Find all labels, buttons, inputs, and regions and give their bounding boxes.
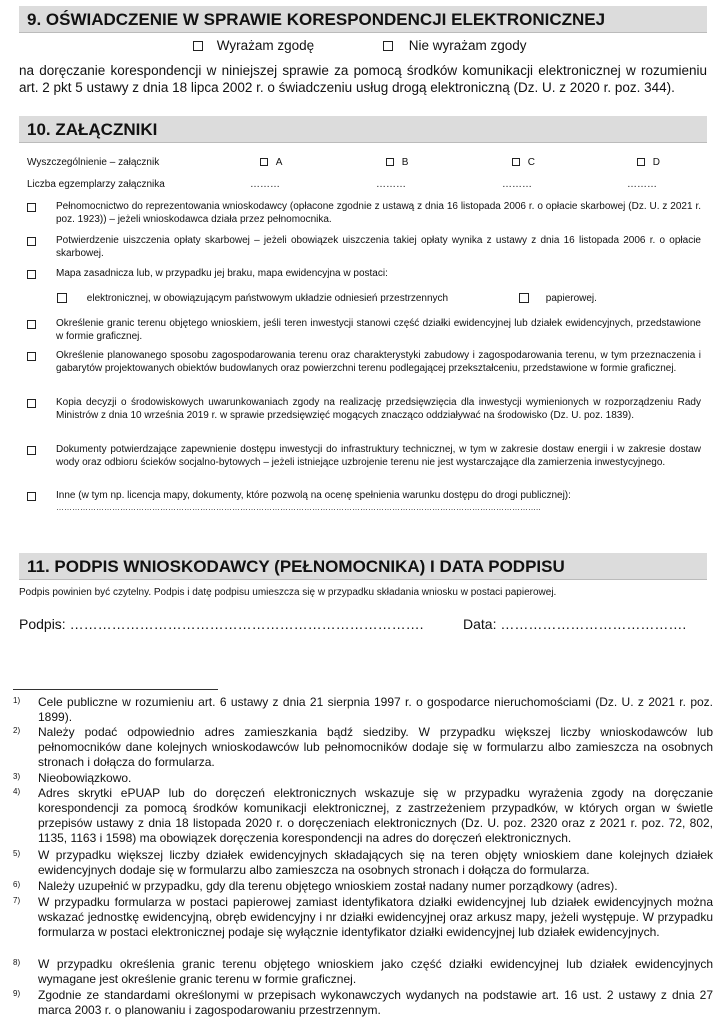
attachment-checkbox[interactable] [27, 203, 36, 212]
agree-label: Wyrażam zgodę [216, 38, 315, 53]
footnote-number: 6) [13, 880, 21, 889]
footnote-number: 4) [13, 787, 21, 796]
attachment-text: Określenie planowanego sposobu zagospodarowania terenu oraz charakterystyki zabudowy i zagospodarowania terenu, w tym przeznaczenia i gabarytów projektowanych obiektów budowlanych oraz powierzchni terenu podlegającej przekształceniu, przedstawione w formie graficznej. [56, 350, 701, 374]
col-a-label: A [275, 157, 283, 168]
map-electronic-checkbox[interactable] [57, 293, 67, 303]
disagree-label: Nie wyrażam zgody [408, 38, 527, 53]
attachment-col-c[interactable] [512, 157, 535, 168]
date-field[interactable]: Data: …………………………………. [463, 616, 687, 632]
col-d-checkbox[interactable] [637, 158, 645, 166]
attachment-count-label: Liczba egzemplarzy załącznika [27, 179, 165, 190]
count-d-field[interactable]: ……… [627, 179, 657, 190]
attachment-text: Inne (w tym np. licencja mapy, dokumenty, które pozwolą na ocenę spełnienia warunku dostępu do drogi publicznej): [56, 490, 571, 501]
footnote-separator [13, 689, 218, 690]
col-b-checkbox[interactable] [386, 158, 394, 166]
attachment-text: Określenie granic terenu objętego wnioskiem, jeśli teren inwestycji stanowi część działki ewidencyjnej lub działek ewidencyjnych, przedstawione w formie graficznej. [56, 318, 701, 342]
attachment-text: Dokumenty potwierdzające zapewnienie dostępu inwestycji do infrastruktury technicznej, w tym w zakresie dostaw energii i w zakresie dostaw wody oraz odbioru ścieków socjalno-bytowych – jeżeli istniejące uzbrojenie terenu nie jest wystarczające dla zamierzenia inwestycyjnego. [56, 444, 701, 468]
map-paper-checkbox[interactable] [519, 293, 529, 303]
section-9-header: 9. OŚWIADCZENIE W SPRAWIE KORESPONDENCJI ELEKTRONICZNEJ [19, 6, 707, 33]
attachment-checkbox[interactable] [27, 352, 36, 361]
attachment-checkbox[interactable] [27, 320, 36, 329]
attachment-col-d[interactable] [637, 157, 660, 168]
footnote-number: 9) [13, 989, 21, 998]
attachment-checkbox[interactable] [27, 237, 36, 246]
col-d-label: D [652, 157, 661, 168]
attachment-text: Mapa zasadnicza lub, w przypadku jej braku, mapa ewidencyjna w postaci: [56, 268, 388, 279]
footnote-number: 3) [13, 772, 21, 781]
attachment-checkbox[interactable] [27, 270, 36, 279]
footnote-number: 7) [13, 896, 21, 905]
count-a-field[interactable]: ……… [250, 179, 280, 190]
col-a-checkbox[interactable] [260, 158, 268, 166]
footnote-number: 1) [13, 696, 21, 705]
map-paper-option[interactable] [519, 293, 597, 304]
footnote-number: 8) [13, 958, 21, 967]
attachment-checkbox[interactable] [27, 492, 36, 501]
attachment-spec-label: Wyszczególnienie – załącznik [27, 157, 160, 168]
col-b-label: B [401, 157, 409, 168]
agree-checkbox[interactable] [193, 41, 203, 51]
footnote-text: Cele publiczne w rozumieniu art. 6 ustawy z dnia 21 sierpnia 1997 r. o gospodarce nieruchomościami (Dz. U. z 2021 r. poz. 1899). [38, 695, 713, 724]
attachment-col-b[interactable] [386, 157, 408, 168]
footnote-text: Należy podać odpowiednio adres zamieszkania bądź siedziby. W przypadku większej liczby wnioskodawców lub pełnomocników dane kolejnych wnioskodawców lub pełnomocników dodaje się w formularzu albo zamieszcza na osobnych stronach i dołącza do formularza. [38, 725, 713, 769]
disagree-option[interactable] [383, 38, 527, 53]
count-b-field[interactable]: ……… [376, 179, 406, 190]
footnote-text: Należy uzupełnić w przypadku, gdy dla terenu objętego wnioskiem został nadany numer porządkowy (adres). [38, 879, 618, 893]
section-11-header: 11. PODPIS WNIOSKODAWCY (PEŁNOMOCNIKA) I DATA PODPISU [19, 553, 707, 580]
col-c-checkbox[interactable] [512, 158, 520, 166]
col-c-label: C [527, 157, 536, 168]
map-electronic-label: elektronicznej, w obowiązującym państwowym układzie odniesień przestrzennych [86, 293, 449, 304]
footnote-text: Adres skrytki ePUAP lub do doręczeń elektronicznych wskazuje się w przypadku wyrażenia zgody na doręczanie korespondencji za pomocą środków komunikacji elektronicznej, z zastrzeżeniem przypadków, w których organ w świetle przepisów ustawy z dnia 18 listopada 2020 r. o doręczeniach elektronicznych (Dz. U. poz. 2320 oraz z 2021 r. poz. 72, 802, 1135, 1163 i 1598) ma obowiązek doręczenia korespondencji na adres do doręczeń elektronicznych. [38, 786, 713, 845]
other-attachments-field[interactable]: ……………………………………………………………………………………………………………………………………………………………….. [56, 503, 541, 512]
section-9-text: na doręczanie korespondencji w niniejszej sprawie za pomocą środków komunikacji elektronicznej w rozumieniu art. 2 pkt 5 ustawy z dnia 18 lipca 2002 r. o świadczeniu usług drogą elektroniczną (Dz. U. z 2020 r. poz. 344). [19, 63, 707, 95]
attachment-text: Kopia decyzji o środowiskowych uwarunkowaniach zgody na realizację przedsięwzięcia dla inwestycji wymienionych w rozporządzeniu Rady Ministrów z dnia 10 września 2019 r. w sprawie przedsięwzięć mogących znacząco oddziaływać na środowisko (Dz. U. poz. 1839). [56, 397, 701, 421]
attachment-checkbox[interactable] [27, 446, 36, 455]
count-c-field[interactable]: ……… [502, 179, 532, 190]
map-electronic-option[interactable] [57, 293, 448, 304]
signature-field[interactable]: Podpis: …………………………………………………………………. [19, 616, 424, 632]
footnote-text: W przypadku formularza w postaci papierowej zamiast identyfikatora działki ewidencyjnej lub działek ewidencyjnych można wskazać jednostkę ewidencyjną, obręb ewidencyjny i nr działki ewidencyjnej oraz arkusz mapy, jeżeli występuje. W przypadku formularza w postaci elektronicznej podaje się wyłącznie identyfikator działki ewidencyjnej lub działek ewidencyjnych. [38, 895, 713, 939]
footnote-number: 5) [13, 849, 21, 858]
footnote-text: Zgodnie ze standardami określonymi w przepisach wykonawczych wydanych na podstawie art. 16 ust. 2 ustawy z dnia 27 marca 2003 r. o planowaniu i zagospodarowaniu przestrzennym. [38, 988, 713, 1017]
agree-option[interactable] [193, 38, 314, 53]
section-10-header: 10. ZAŁĄCZNIKI [19, 116, 707, 143]
signature-note: Podpis powinien być czytelny. Podpis i datę podpisu umieszcza się w przypadku składania wniosku w postaci papierowej. [19, 587, 557, 598]
attachment-text: Pełnomocnictwo do reprezentowania wnioskodawcy (opłacone zgodnie z ustawą z dnia 16 listopada 2006 r. o opłacie skarbowej (Dz. U. z 2021 r. poz. 1923)) – jeżeli wnioskodawca działa przez pełnomocnika. [56, 201, 701, 225]
disagree-checkbox[interactable] [383, 41, 393, 51]
map-paper-label: papierowej. [545, 293, 597, 304]
footnote-number: 2) [13, 726, 21, 735]
attachment-text: Potwierdzenie uiszczenia opłaty skarbowej – jeżeli obowiązek uiszczenia takiej opłaty wynika z ustawy z dnia 16 listopada 2006 r. o opłacie skarbowej. [56, 235, 701, 259]
attachment-col-a[interactable] [260, 157, 282, 168]
footnote-text: W przypadku większej liczby działek ewidencyjnych składających się na teren objęty wnioskiem dane kolejnych działek ewidencyjnych dodaje się w formularzu albo zamieszcza na osobnych stronach i dołącza do formularza. [38, 848, 713, 877]
footnote-text: Nieobowiązkowo. [38, 771, 132, 785]
footnote-text: W przypadku określenia granic terenu objętego wnioskiem jako część działki ewidencyjnej lub działek ewidencyjnych wymagane jest określenie granic terenu w formie graficznej. [38, 957, 713, 986]
attachment-checkbox[interactable] [27, 399, 36, 408]
